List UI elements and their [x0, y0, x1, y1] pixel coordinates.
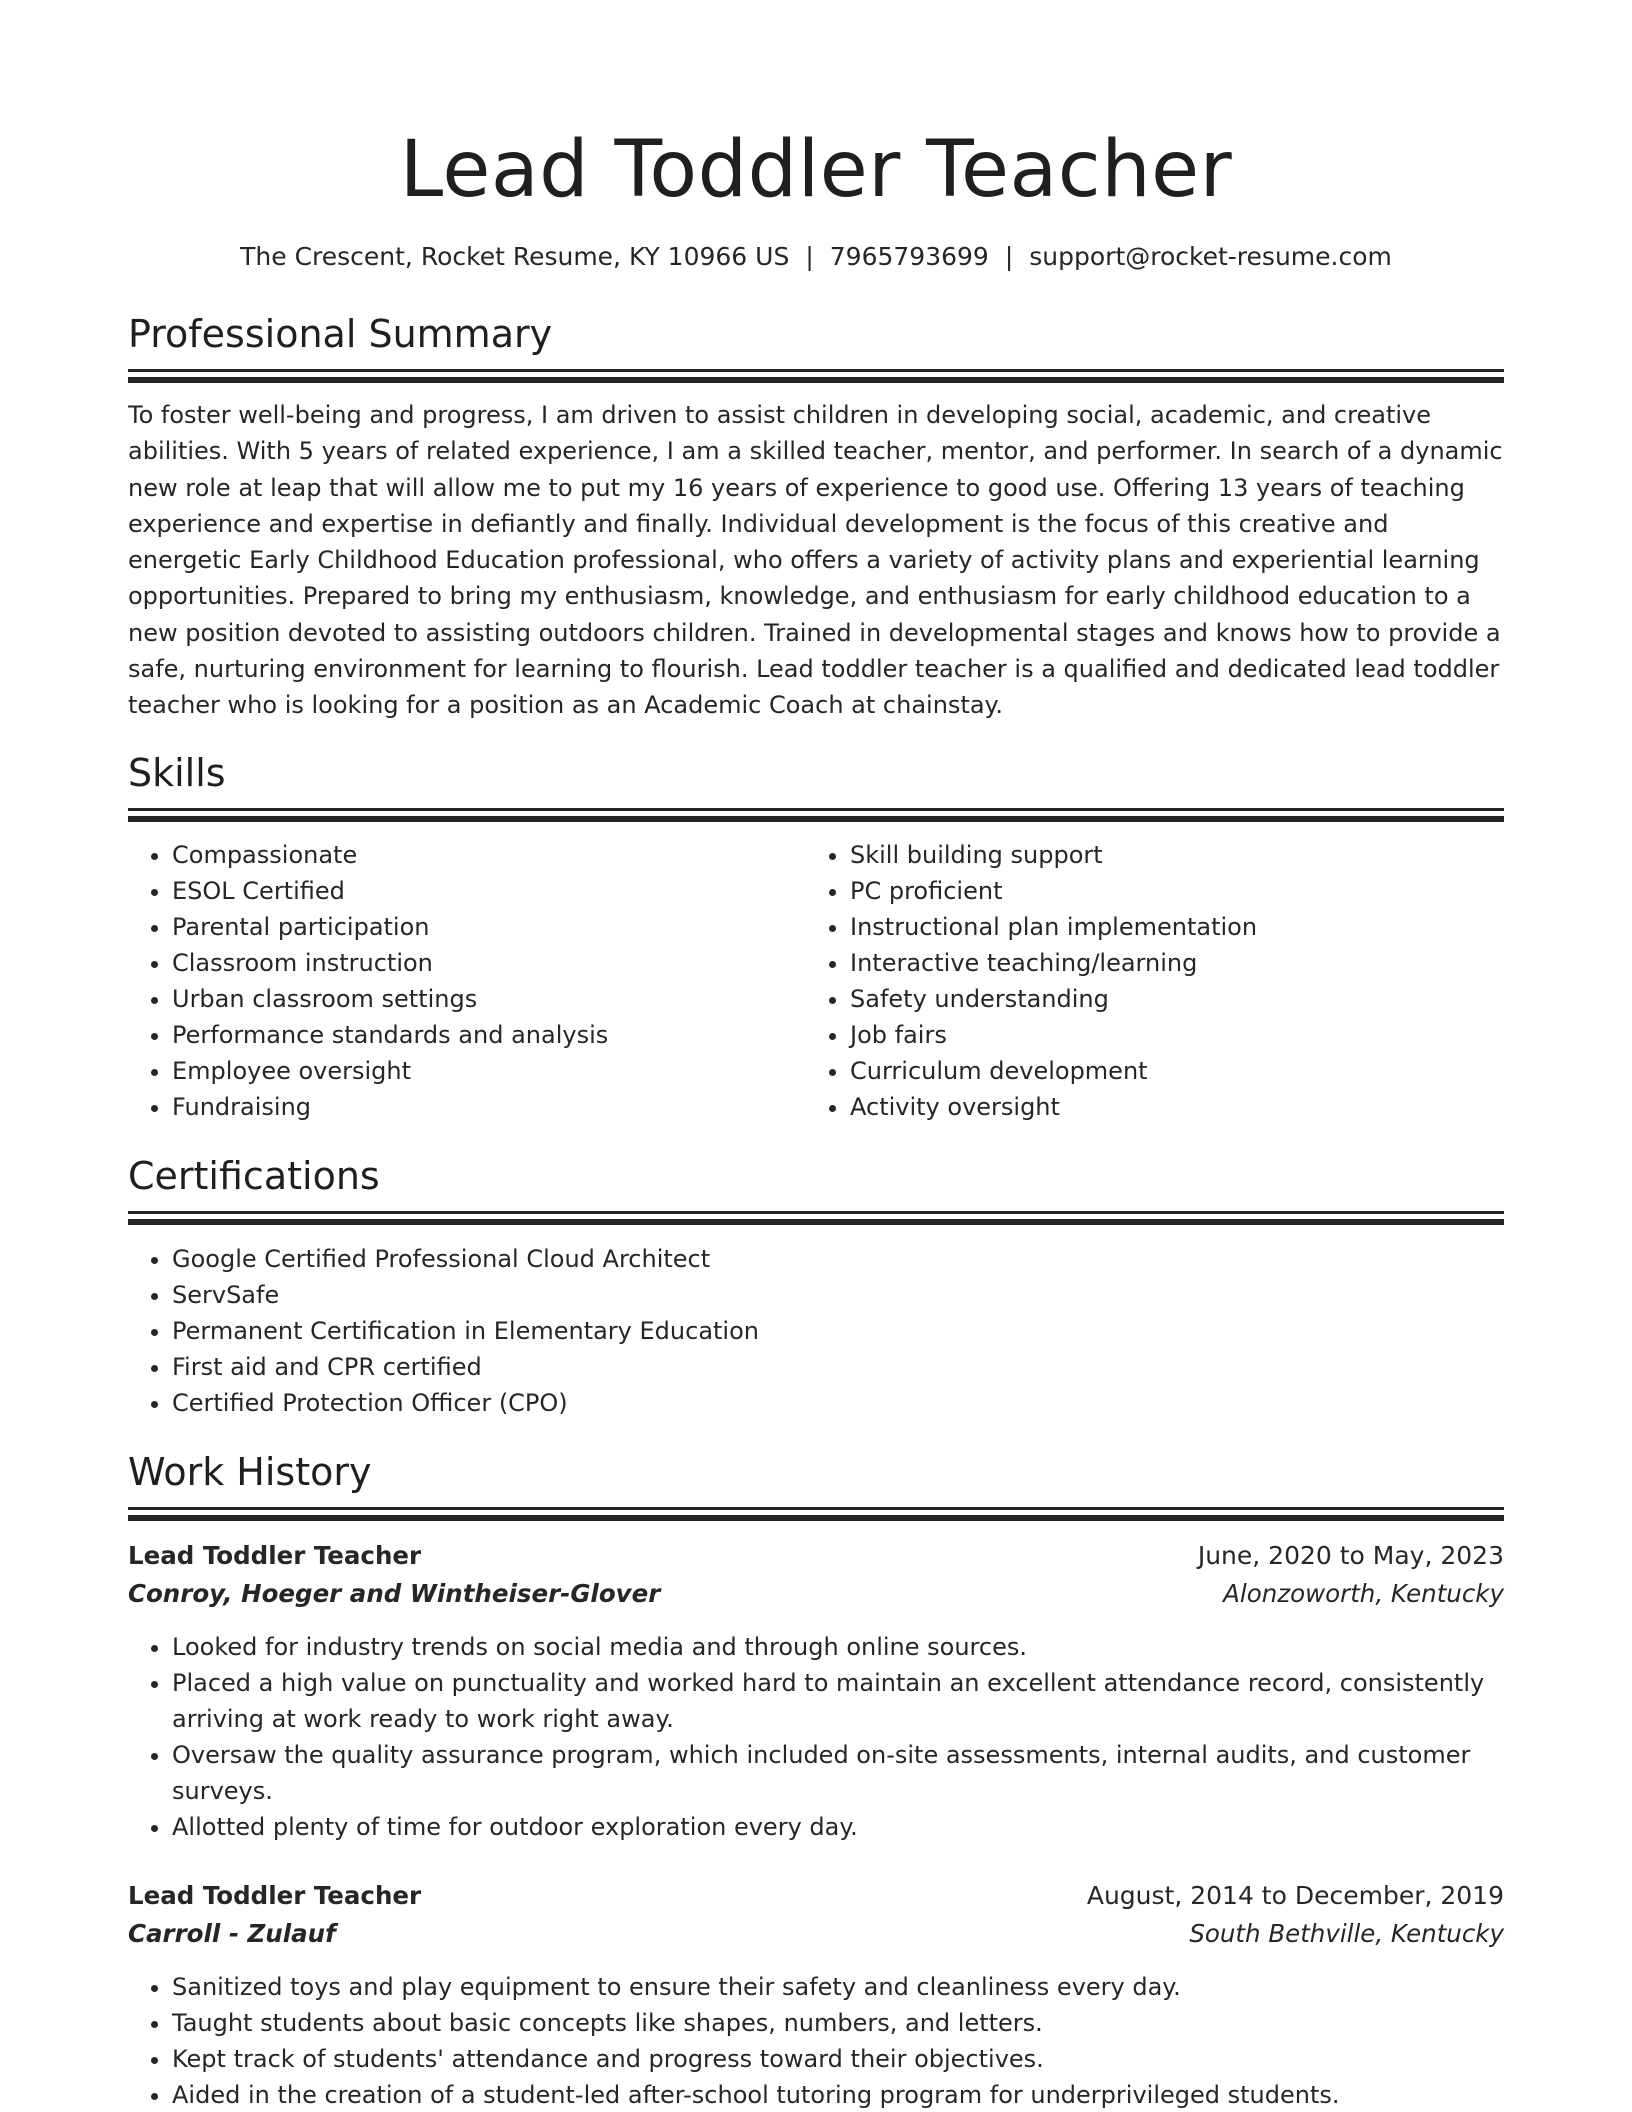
skill-item: • Interactive teaching/learning: [850, 945, 1484, 981]
job-company: Conroy, Hoeger and Wintheiser-Glover: [128, 1578, 661, 1608]
certifications-section: [128, 1153, 1504, 1421]
job-dates: June, 2020 to May, 2023: [1197, 1540, 1504, 1570]
job-title: Lead Toddler Teacher: [128, 1540, 422, 1570]
job-subheader-row: [128, 1575, 1504, 1613]
job-company: Carroll - Zulauf: [128, 1918, 336, 1948]
section-rule: [128, 369, 1504, 372]
skills-list-right: [806, 837, 1484, 1125]
contact-phone: 7965793699: [829, 242, 989, 271]
summary-section: [128, 311, 1504, 724]
skills-column-right: [806, 837, 1484, 1125]
job-bullet: • Placed a high value on punctuality and worked hard to maintain an excellent attendance record, consistently arriving at work ready to work right away.: [172, 1665, 1504, 1737]
certification-item: • ServSafe: [172, 1277, 1504, 1313]
skills-section: [128, 750, 1504, 1125]
section-title-summary: Professional Summary: [128, 312, 553, 356]
skill-item: • Parental participation: [172, 909, 806, 945]
skill-item: • Performance standards and analysis: [172, 1017, 806, 1053]
certification-item: • Google Certified Professional Cloud Architect: [172, 1241, 1504, 1277]
skill-item: • Activity oversight: [850, 1089, 1484, 1125]
skill-item: • Safety understanding: [850, 981, 1484, 1017]
skill-item: • Classroom instruction: [172, 945, 806, 981]
section-rule-thick: [128, 1515, 1504, 1521]
certifications-list: [128, 1241, 1504, 1421]
summary-text: To foster well-being and progress, I am driven to assist children in developing social, academic, and creative abilities. With 5 years of related experience, I am a skilled teacher, mentor, and performer. In search of a dynamic new role at leap that will allow me to put my 16 years of experience to good use. Offering 13 years of teaching experience and expertise in defiantly and finally. Individual development is the focus of this creative and energetic Early Childhood Education professional, who offers a variety of activity plans and experiential learning opportunities. Prepared to bring my enthusiasm, knowledge, and enthusiasm for early childhood education to a new position devoted to assisting outdoors children. Trained in developmental stages and knows how to provide a safe, nurturing environment for learning to flourish. Lead toddler teacher is a qualified and dedicated lead toddler teacher who is looking for a position as an Academic Coach at chainstay.: [128, 401, 1503, 720]
resume-name: Lead Toddler Teacher: [399, 125, 1233, 215]
section-rule-thick: [128, 1219, 1504, 1225]
skill-item: • Urban classroom settings: [172, 981, 806, 1017]
job-bullet: • Looked for industry trends on social media and through online sources.: [172, 1629, 1504, 1665]
job-bullet-list: [128, 1629, 1504, 1845]
section-title-skills: Skills: [128, 750, 226, 795]
job-bullet: • Sanitized toys and play equipment to ensure their safety and cleanliness every day.: [172, 1969, 1504, 2005]
contact-address: The Crescent, Rocket Resume, KY 10966 US: [240, 242, 790, 271]
skill-item: • Fundraising: [172, 1089, 806, 1125]
job-dates: August, 2014 to December, 2019: [1086, 1880, 1504, 1910]
skill-item: • Curriculum development: [850, 1053, 1484, 1089]
skill-item: • Compassionate: [172, 837, 806, 873]
section-rule: [128, 808, 1504, 811]
section-rule-thick: [128, 377, 1504, 383]
job-entry: [128, 1877, 1504, 2112]
section-rule: [128, 1211, 1504, 1214]
job-location: South Bethville, Kentucky: [1189, 1918, 1504, 1948]
job-location: Alonzoworth, Kentucky: [1223, 1578, 1504, 1608]
job-bullet: • Allotted plenty of time for outdoor exploration every day.: [172, 1809, 1504, 1845]
resume-content: [128, 0, 1504, 2112]
skills-list-left: [128, 837, 806, 1125]
skill-item: • Job fairs: [850, 1017, 1484, 1053]
job-entry: [128, 1537, 1504, 1845]
job-title: Lead Toddler Teacher: [128, 1880, 422, 1910]
contact-separator: |: [805, 242, 814, 271]
certification-item: • Permanent Certification in Elementary Education: [172, 1313, 1504, 1349]
contact-line: [128, 241, 1504, 273]
section-title-certifications: Certifications: [128, 1153, 380, 1198]
job-header-row: [128, 1877, 1504, 1915]
certification-item: • Certified Protection Officer (CPO): [172, 1385, 1504, 1421]
skill-item: • Employee oversight: [172, 1053, 806, 1089]
section-rule-thick: [128, 816, 1504, 822]
certification-item: • First aid and CPR certified: [172, 1349, 1504, 1385]
skills-column-left: [128, 837, 806, 1125]
job-bullet: • Kept track of students' attendance and progress toward their objectives.: [172, 2041, 1504, 2077]
skill-item: • ESOL Certified: [172, 873, 806, 909]
job-bullet: • Oversaw the quality assurance program, which included on-site assessments, internal audits, and customer surveys.: [172, 1737, 1504, 1809]
skill-item: • Instructional plan implementation: [850, 909, 1484, 945]
section-title-work-history: Work History: [128, 1449, 372, 1494]
work-history-section: [128, 1449, 1504, 2112]
job-bullet: • Aided in the creation of a student-led after-school tutoring program for underprivileged students.: [172, 2077, 1504, 2112]
skill-item: • Skill building support: [850, 837, 1484, 873]
job-bullet-list: [128, 1969, 1504, 2112]
job-header-row: [128, 1537, 1504, 1575]
skill-item: • PC proficient: [850, 873, 1484, 909]
job-subheader-row: [128, 1915, 1504, 1953]
contact-separator: |: [1004, 242, 1014, 271]
contact-email: support@rocket-resume.com: [1029, 242, 1392, 271]
skills-grid: [128, 837, 1504, 1125]
section-rule: [128, 1507, 1504, 1510]
job-bullet: • Taught students about basic concepts like shapes, numbers, and letters.: [172, 2005, 1504, 2041]
